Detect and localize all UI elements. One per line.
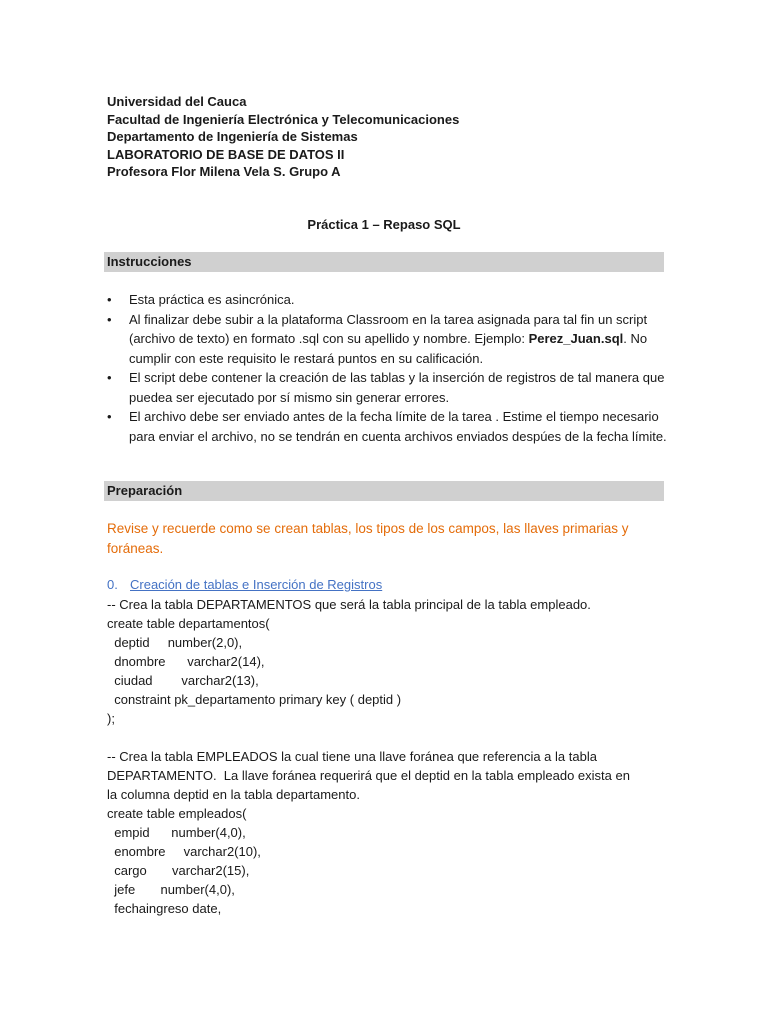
document-title: Práctica 1 – Repaso SQL [307, 217, 461, 232]
section-link[interactable]: Creación de tablas e Inserción de Registros [130, 577, 383, 592]
course-name: LABORATORIO DE BASE DE DATOS II [107, 146, 345, 162]
list-item: • El archivo debe ser enviado antes de la fecha límite de la tarea . Estime el tiempo necesario para enviar el archivo, no se tendrán en cuenta archivos enviados despúes de la fecha límite. [107, 407, 667, 446]
sql-code-block-empleados [107, 747, 667, 918]
example-filename: Perez_Juan.sql [528, 331, 624, 346]
professor-line: Profesora Flor Milena Vela S. Grupo A [107, 164, 341, 179]
sql-code-block-departamentos [107, 595, 667, 728]
code-line: jefe number(4,0), [107, 882, 235, 897]
preparation-note: Revise y recuerde como se crean tablas, los tipos de los campos, las llaves primarias y foráneas. [107, 521, 629, 556]
faculty-name: Facultad de Ingeniería Electrónica y Telecomunicaciones [107, 111, 460, 127]
code-line: la columna deptid en la tabla departamento. [107, 787, 360, 802]
list-item: • El script debe contener la creación de las tablas y la inserción de registros de tal manera que puedea ser ejecutado por sí mismo sin generar errores. [107, 368, 667, 407]
code-line: create table empleados( [107, 806, 247, 821]
code-line: -- Crea la tabla EMPLEADOS la cual tiene una llave foránea que referencia a la tabla [107, 749, 597, 764]
department-name: Departamento de Ingeniería de Sistemas [107, 129, 358, 144]
item-number: 0. [107, 577, 118, 592]
code-line: ciudad varchar2(13), [107, 673, 259, 688]
code-line: create table departamentos( [107, 616, 270, 631]
code-line: empid number(4,0), [107, 825, 246, 840]
numbered-item [107, 575, 667, 594]
list-item: • Esta práctica es asincrónica. [107, 290, 667, 310]
code-line: -- Crea la tabla DEPARTAMENTOS que será la tabla principal de la tabla empleado. [107, 597, 591, 612]
code-line: fechaingreso date, [107, 901, 222, 916]
section-heading-instrucciones: Instrucciones [104, 252, 664, 272]
document-header [107, 93, 667, 181]
code-line: enombre varchar2(10), [107, 844, 261, 859]
code-line: deptid number(2,0), [107, 635, 243, 650]
code-line: constraint pk_departamento primary key ( deptid ) [107, 692, 402, 707]
instructions-list [107, 290, 667, 446]
code-line: ); [107, 711, 115, 726]
code-line: dnombre varchar2(14), [107, 654, 265, 669]
code-line: cargo varchar2(15), [107, 863, 250, 878]
university-name: Universidad del Cauca [107, 94, 247, 109]
list-item: • Al finalizar debe subir a la plataforma Classroom en la tarea asignada para tal fin un script (archivo de texto) en formato .sql con su apellido y nombre. Ejemplo: Perez_Juan.sql. No cumplir con este requisito le restará puntos en su calificación. [107, 310, 667, 369]
section-heading-preparacion: Preparación [104, 481, 664, 501]
code-line: DEPARTAMENTO. La llave foránea requerirá que el deptid en la tabla empleado exista en [107, 768, 630, 783]
